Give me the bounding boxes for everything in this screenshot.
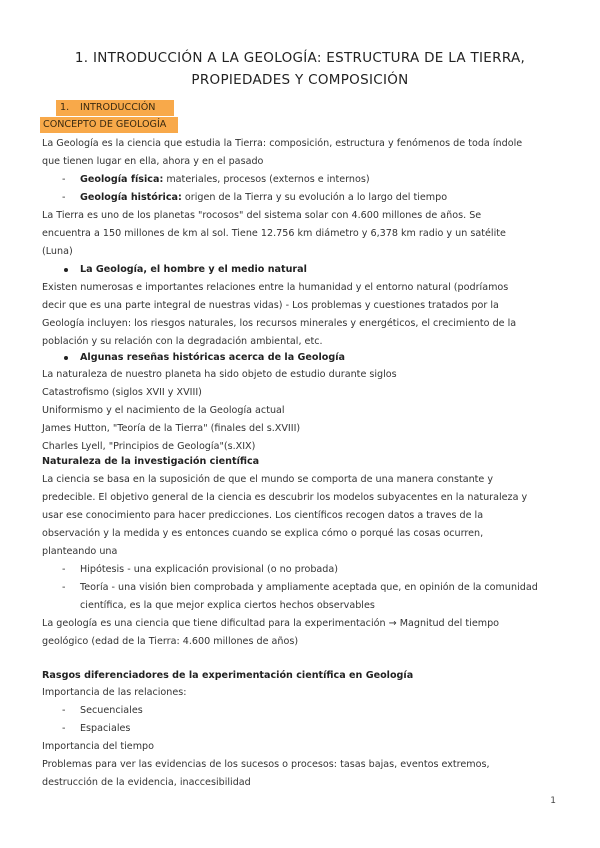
paragraph-line: La Tierra es uno de los planetas "rocosos" del sistema solar con 4.600 millones de años. Se <box>42 210 482 221</box>
section-heading: INTRODUCCIÓN <box>80 102 156 113</box>
paragraph-line: Catastrofismo (siglos XVII y XVIII) <box>42 387 202 398</box>
list-item-historica: Geología histórica: origen de la Tierra y su evolución a lo largo del tiempo <box>80 192 448 203</box>
document-title-line2: PROPIEDADES Y COMPOSICIÓN <box>191 72 409 88</box>
paragraph-line: James Hutton, "Teoría de la Tierra" (finales del s.XVIII) <box>42 423 301 434</box>
list-dash: - <box>62 723 66 734</box>
paragraph-line: (Luna) <box>42 246 73 257</box>
paragraph-line: predecible. El objetivo general de la ciencia es descubrir los modelos subyacentes en la naturaleza y <box>42 492 528 503</box>
paragraph-line: planteando una <box>42 546 118 557</box>
list-dash: - <box>62 174 66 185</box>
paragraph-line: encuentra a 150 millones de km al sol. Tiene 12.756 km diámetro y 6,378 km radio y un satélite <box>42 228 506 239</box>
paragraph-line: destrucción de la evidencia, inaccesibilidad <box>42 777 251 788</box>
list-item-teoria-cont: científica, es la que mejor explica ciertos hechos observables <box>80 600 375 611</box>
list-dash: - <box>62 192 66 203</box>
paragraph-line: observación y la medida y es entonces cuando se explica cómo o porqué las cosas ocurren, <box>42 528 484 539</box>
list-dash: - <box>62 564 66 575</box>
list-item-teoria: Teoría - una visión bien comprobada y ampliamente aceptada que, en opinión de la comunidad <box>80 582 538 593</box>
paragraph-line: geológico (edad de la Tierra: 4.600 millones de años) <box>42 636 299 647</box>
paragraph-line: La geología es una ciencia que tiene dificultad para la experimentación → Magnitud del tiempo <box>42 618 500 629</box>
subheading-naturaleza: Naturaleza de la investigación científica <box>42 456 260 467</box>
list-item-espaciales: Espaciales <box>80 723 131 734</box>
page-number: 1 <box>550 796 556 806</box>
subheading-rasgos: Rasgos diferenciadores de la experimentación científica en Geología <box>42 670 414 681</box>
list-item-secuenciales: Secuenciales <box>80 705 143 716</box>
paragraph-line: población y su relación con la degradación ambiental, etc. <box>42 336 323 347</box>
paragraph-line: decir que es una parte integral de nuestras vidas) - Los problemas y cuestiones tratados por la <box>42 300 499 311</box>
paragraph-line: Geología incluyen: los riesgos naturales, los recursos minerales y energéticos, el crecimiento de la <box>42 318 517 329</box>
paragraph-line: Importancia de las relaciones: <box>42 687 187 698</box>
paragraph-line: La Geología es la ciencia que estudia la Tierra: composición, estructura y fenómenos de toda índole <box>42 138 523 149</box>
list-item-fisica: Geología física: materiales, procesos (externos e internos) <box>80 174 370 185</box>
subheading-resenas: Algunas reseñas históricas acerca de la Geología <box>80 352 346 363</box>
list-item-hipotesis: Hipótesis - una explicación provisional (o no probada) <box>80 564 339 575</box>
paragraph-line: Charles Lyell, "Principios de Geología"(s.XIX) <box>42 441 256 452</box>
subheading-hombre: La Geología, el hombre y el medio natural <box>80 264 307 275</box>
paragraph-line: Problemas para ver las evidencias de los sucesos o procesos: tasas bajas, eventos extremos, <box>42 759 490 770</box>
bullet-icon <box>64 268 68 272</box>
paragraph-line: que tienen lugar en ella, ahora y en el pasado <box>42 156 264 167</box>
section-number: 1. <box>60 102 70 113</box>
paragraph-line: Uniformismo y el nacimiento de la Geología actual <box>42 405 285 416</box>
paragraph-line: Importancia del tiempo <box>42 741 155 752</box>
paragraph-line: La ciencia se basa en la suposición de que el mundo se comporta de una manera constante y <box>42 474 494 485</box>
bullet-icon <box>64 356 68 360</box>
document-title: 1. INTRODUCCIÓN A LA GEOLOGÍA: ESTRUCTURA DE LA TIERRA, <box>74 50 526 66</box>
paragraph-line: usar ese conocimiento para hacer predicciones. Los científicos recogen datos a traves de la <box>42 510 484 521</box>
paragraph-line: Existen numerosas e importantes relaciones entre la humanidad y el entorno natural (podríamos <box>42 282 509 293</box>
list-dash: - <box>62 582 66 593</box>
concept-heading: CONCEPTO DE GEOLOGÍA <box>43 119 167 130</box>
paragraph-line: La naturaleza de nuestro planeta ha sido objeto de estudio durante siglos <box>42 369 397 380</box>
list-dash: - <box>62 705 66 716</box>
